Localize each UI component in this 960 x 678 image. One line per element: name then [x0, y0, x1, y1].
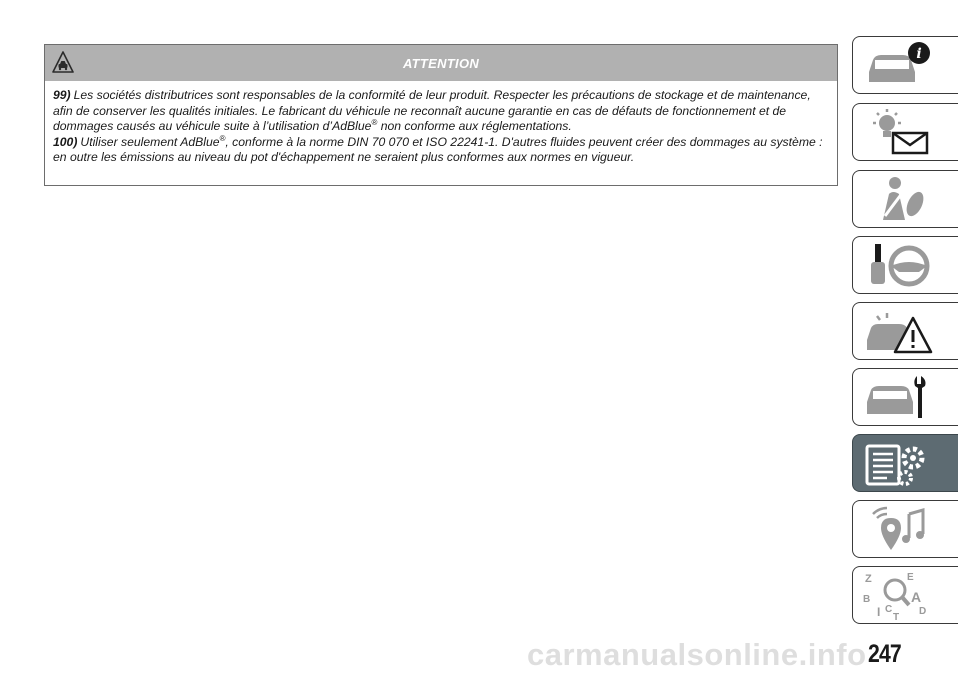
- dashboard-lights-icon: [863, 107, 933, 157]
- tab-safety[interactable]: [852, 170, 958, 228]
- svg-text:B: B: [863, 594, 871, 605]
- car-info-icon: [863, 40, 933, 90]
- svg-text:Z: Z: [865, 573, 872, 585]
- svg-text:I: I: [877, 605, 881, 619]
- index-search-icon: [863, 570, 933, 620]
- car-maintenance-icon: [863, 372, 933, 422]
- warning-body: [45, 81, 837, 166]
- note-100: [53, 135, 828, 166]
- svg-text:C: C: [885, 604, 893, 615]
- tab-emergency[interactable]: [852, 302, 958, 360]
- registered-mark: ®: [371, 117, 378, 127]
- note-text: Utiliser seulement AdBlue: [80, 134, 220, 149]
- note-99: [53, 88, 828, 135]
- tab-starting-driving[interactable]: [852, 236, 958, 294]
- note-text-end: non conforme aux réglementations.: [377, 119, 572, 133]
- page-number: 247: [868, 640, 901, 668]
- technical-data-icon: [863, 438, 933, 488]
- watermark: carmanualsonline.info: [527, 637, 867, 672]
- car-warning-icon: [52, 51, 74, 75]
- svg-text:T: T: [893, 612, 900, 620]
- svg-text:i: i: [916, 46, 922, 62]
- note-number: 99): [53, 88, 71, 102]
- seatbelt-airbag-icon: [863, 174, 933, 224]
- note-text-end: , conforme à la norme DIN 70 070 et ISO 22241-1. D'autres fluides peuvent créer des dommages au système : en outre les émissions au niveau du pot d'échappement ne seraient plus conformes aux normes en vigueur.: [53, 134, 823, 164]
- tab-dashboard-lights[interactable]: [852, 103, 958, 161]
- tab-car-info[interactable]: [852, 36, 958, 94]
- tab-maintenance[interactable]: [852, 368, 958, 426]
- note-text: Les sociétés distributrices sont responsables de la conformité de leur produit. Respecter les précautions de stockage et de maintenance, afin de conserver les qualités initiales. Le fabricant du véhicule ne reconnaît aucune garantie en cas de défauts de fonctionnement et de dommages causés au véhicule suite à l’utilisation d’AdBlue: [53, 88, 811, 133]
- warning-box: [44, 44, 838, 186]
- svg-text:E: E: [907, 572, 914, 583]
- warning-title: ATTENTION: [402, 55, 480, 71]
- tab-multimedia[interactable]: [852, 500, 958, 558]
- registered-mark: ®: [219, 133, 226, 143]
- svg-text:A: A: [911, 589, 922, 605]
- key-steering-wheel-icon: [863, 240, 933, 290]
- note-number: 100): [53, 134, 78, 149]
- tab-index[interactable]: [852, 566, 958, 624]
- multimedia-icon: [863, 504, 933, 554]
- tab-technical-data[interactable]: [852, 434, 958, 492]
- svg-text:D: D: [919, 606, 927, 617]
- car-emergency-icon: [863, 306, 933, 356]
- warning-header: [45, 45, 837, 81]
- chapter-tabs: [852, 0, 960, 678]
